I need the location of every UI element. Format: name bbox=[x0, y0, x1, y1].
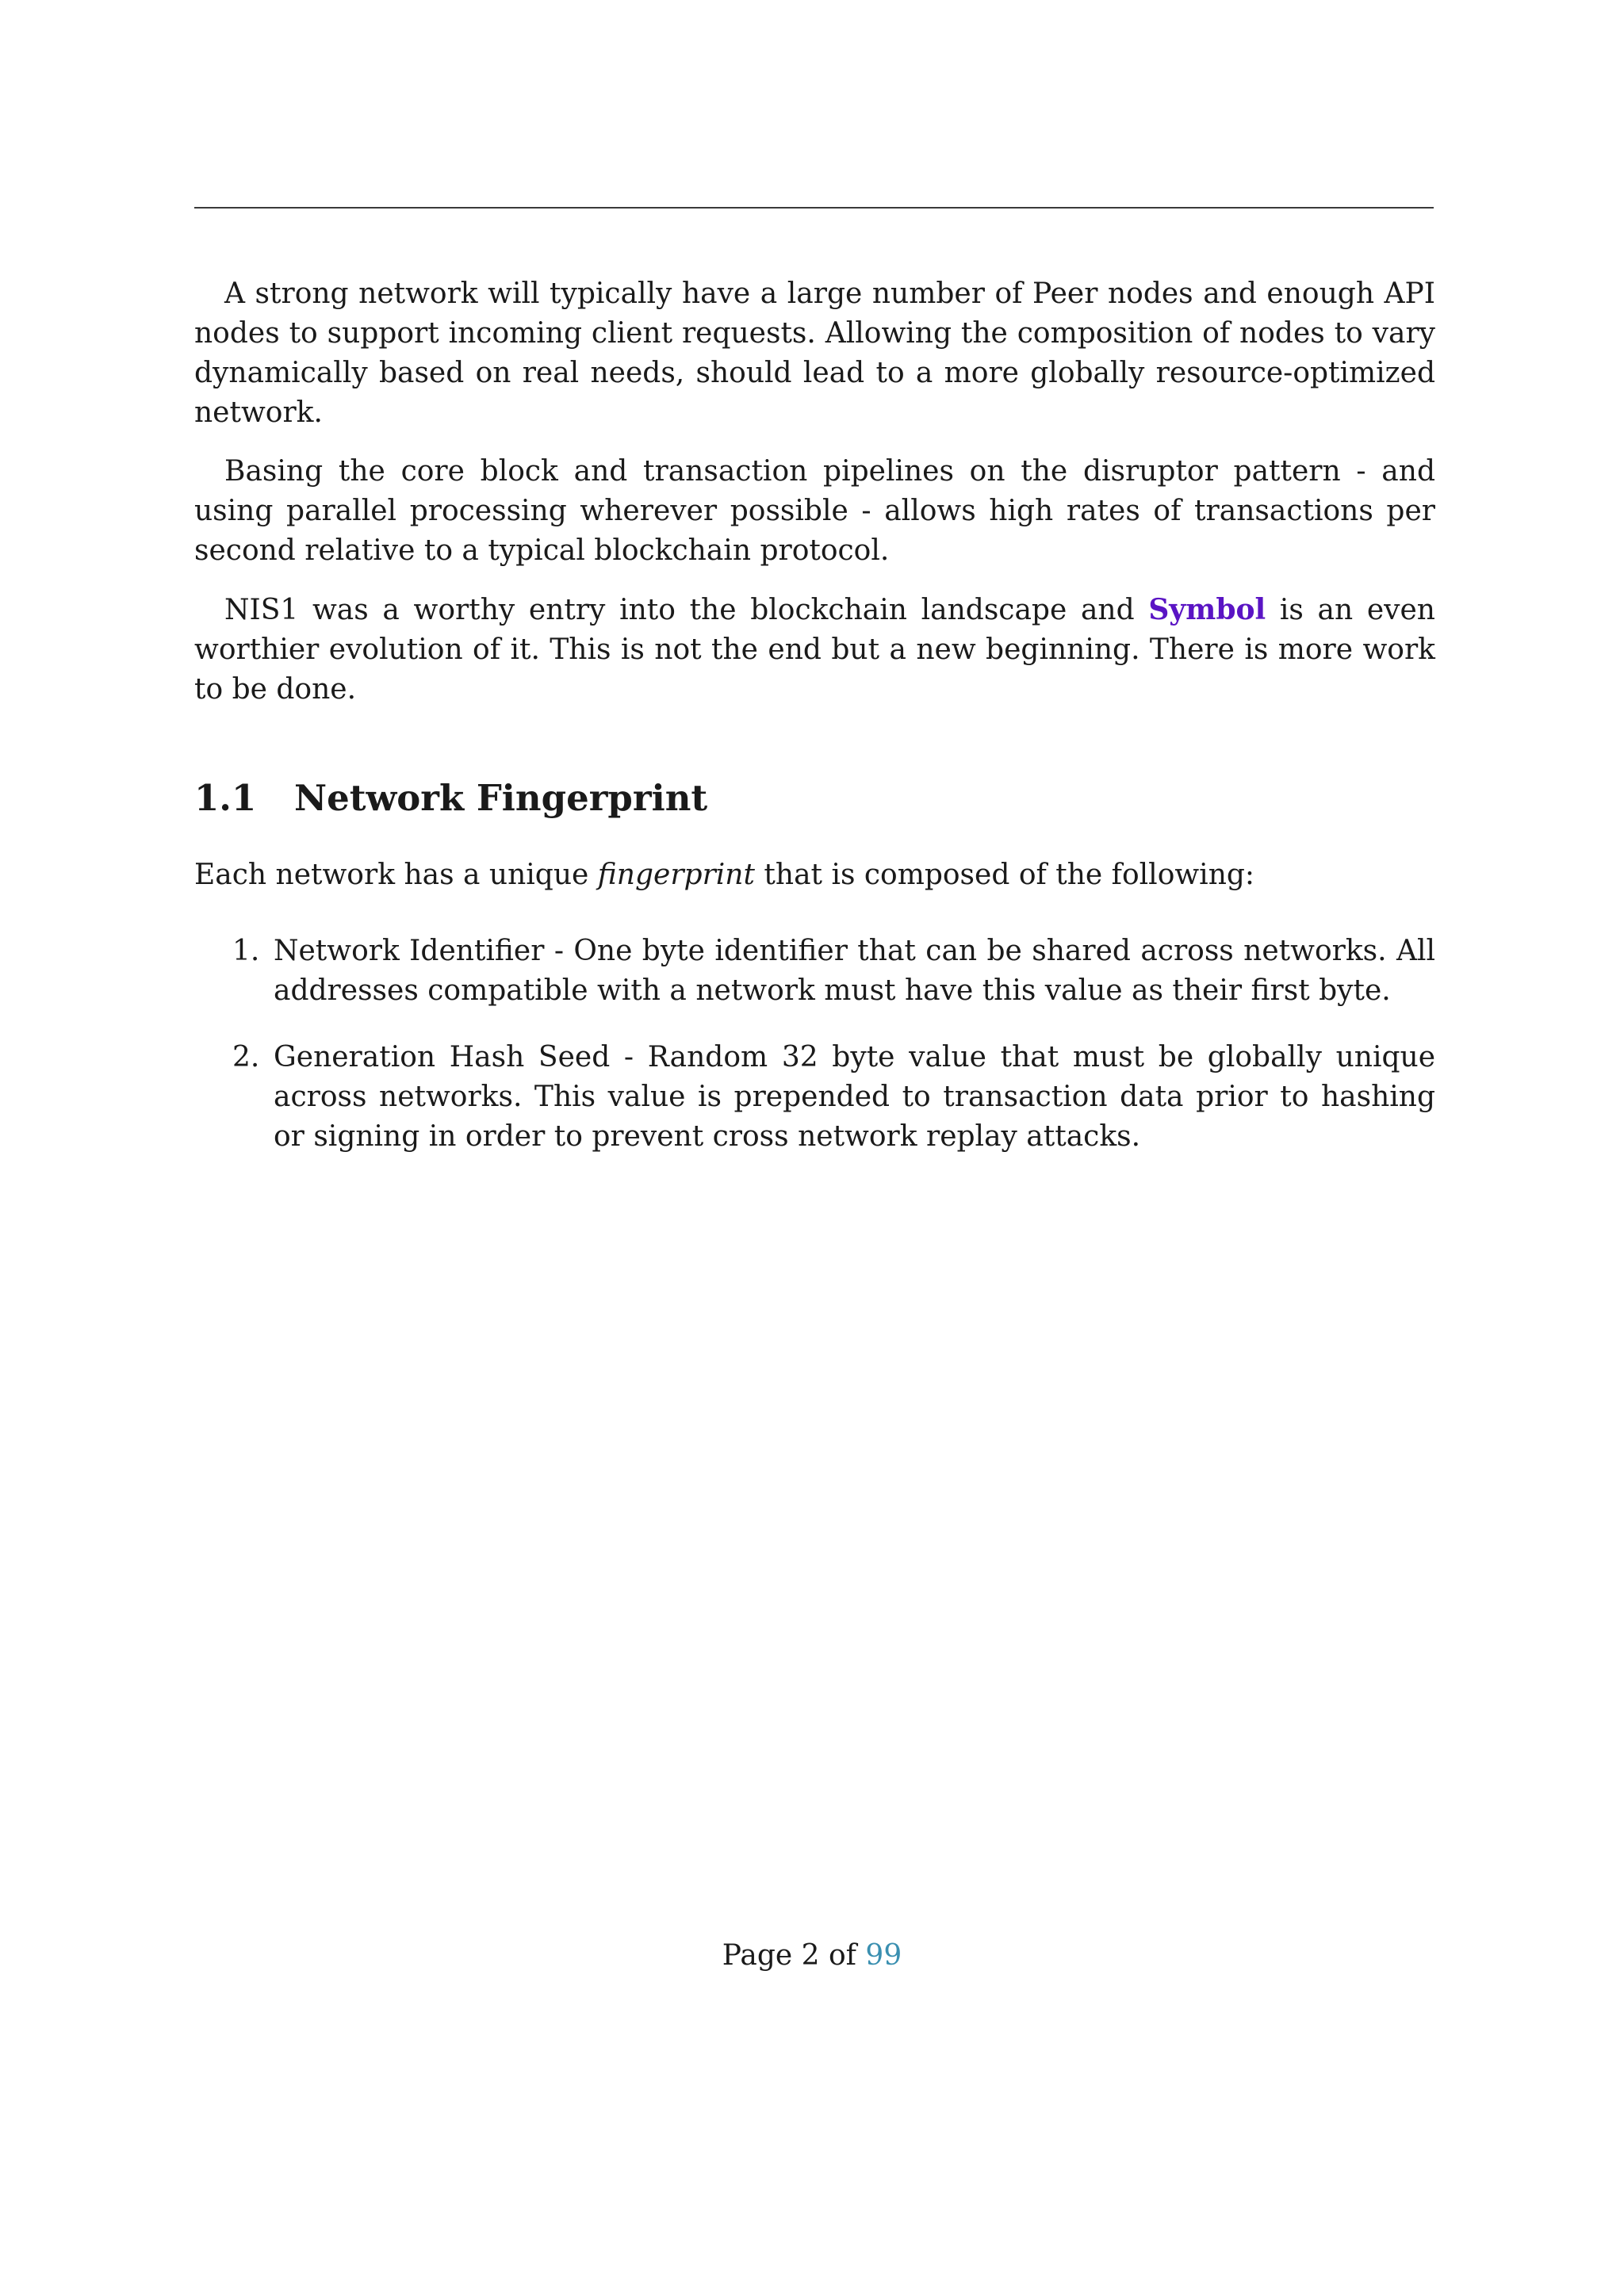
list-item-number: 1. bbox=[232, 935, 260, 967]
list-item-number: 2. bbox=[232, 1041, 260, 1073]
fingerprint-list bbox=[194, 932, 1435, 1157]
fingerprint-emphasis: fingerprint bbox=[597, 859, 755, 891]
symbol-highlight: Symbol bbox=[1148, 593, 1266, 626]
intro-text-after: that is composed of the following: bbox=[754, 859, 1255, 891]
intro-text-before: Each network has a unique bbox=[194, 859, 598, 891]
list-item-text: Network Identifier - One byte identifier that can be shared across networks. All addresses compatible with a network must have this value as their first byte. bbox=[274, 935, 1435, 1007]
page-body bbox=[194, 274, 1435, 1157]
intro-paragraph bbox=[194, 855, 1435, 895]
list-item-text: Generation Hash Seed - Random 32 byte value that must be globally unique across networks. This value is prepended to transaction data prior to hashing or signing in order to prevent cross network replay attacks. bbox=[274, 1041, 1435, 1153]
page-footer bbox=[0, 1936, 1624, 1976]
section-number: 1.1 bbox=[194, 777, 257, 819]
nis-text-after: is an even worthier evolution of it. This is not the end but a new beginning. There is more work to be done. bbox=[194, 594, 1435, 706]
nis-text-before: NIS1 was a worthy entry into the blockchain landscape and bbox=[224, 594, 1149, 626]
list-item bbox=[194, 932, 1435, 1011]
section-title: Network Fingerprint bbox=[294, 777, 708, 819]
section-heading bbox=[194, 776, 1435, 821]
list-item bbox=[194, 1038, 1435, 1157]
header-rule bbox=[194, 207, 1434, 209]
paragraph-network-nodes: A strong network will typically have a large number of Peer nodes and enough API nodes to support incoming client requests. Allowing the composition of nodes to vary dynamically based on real needs, should lead to a more globally resource-optimized network. bbox=[194, 277, 1435, 429]
page-total-link[interactable]: 99 bbox=[865, 1939, 902, 1972]
paragraph-disruptor-pattern: Basing the core block and transaction pipelines on the disruptor pattern - and using parallel processing wherever possible - allows high rates of transactions per second relative to a typical blockchain protocol. bbox=[194, 455, 1435, 567]
page-label: Page 2 of bbox=[722, 1939, 856, 1972]
paragraph-nis1 bbox=[194, 590, 1435, 710]
